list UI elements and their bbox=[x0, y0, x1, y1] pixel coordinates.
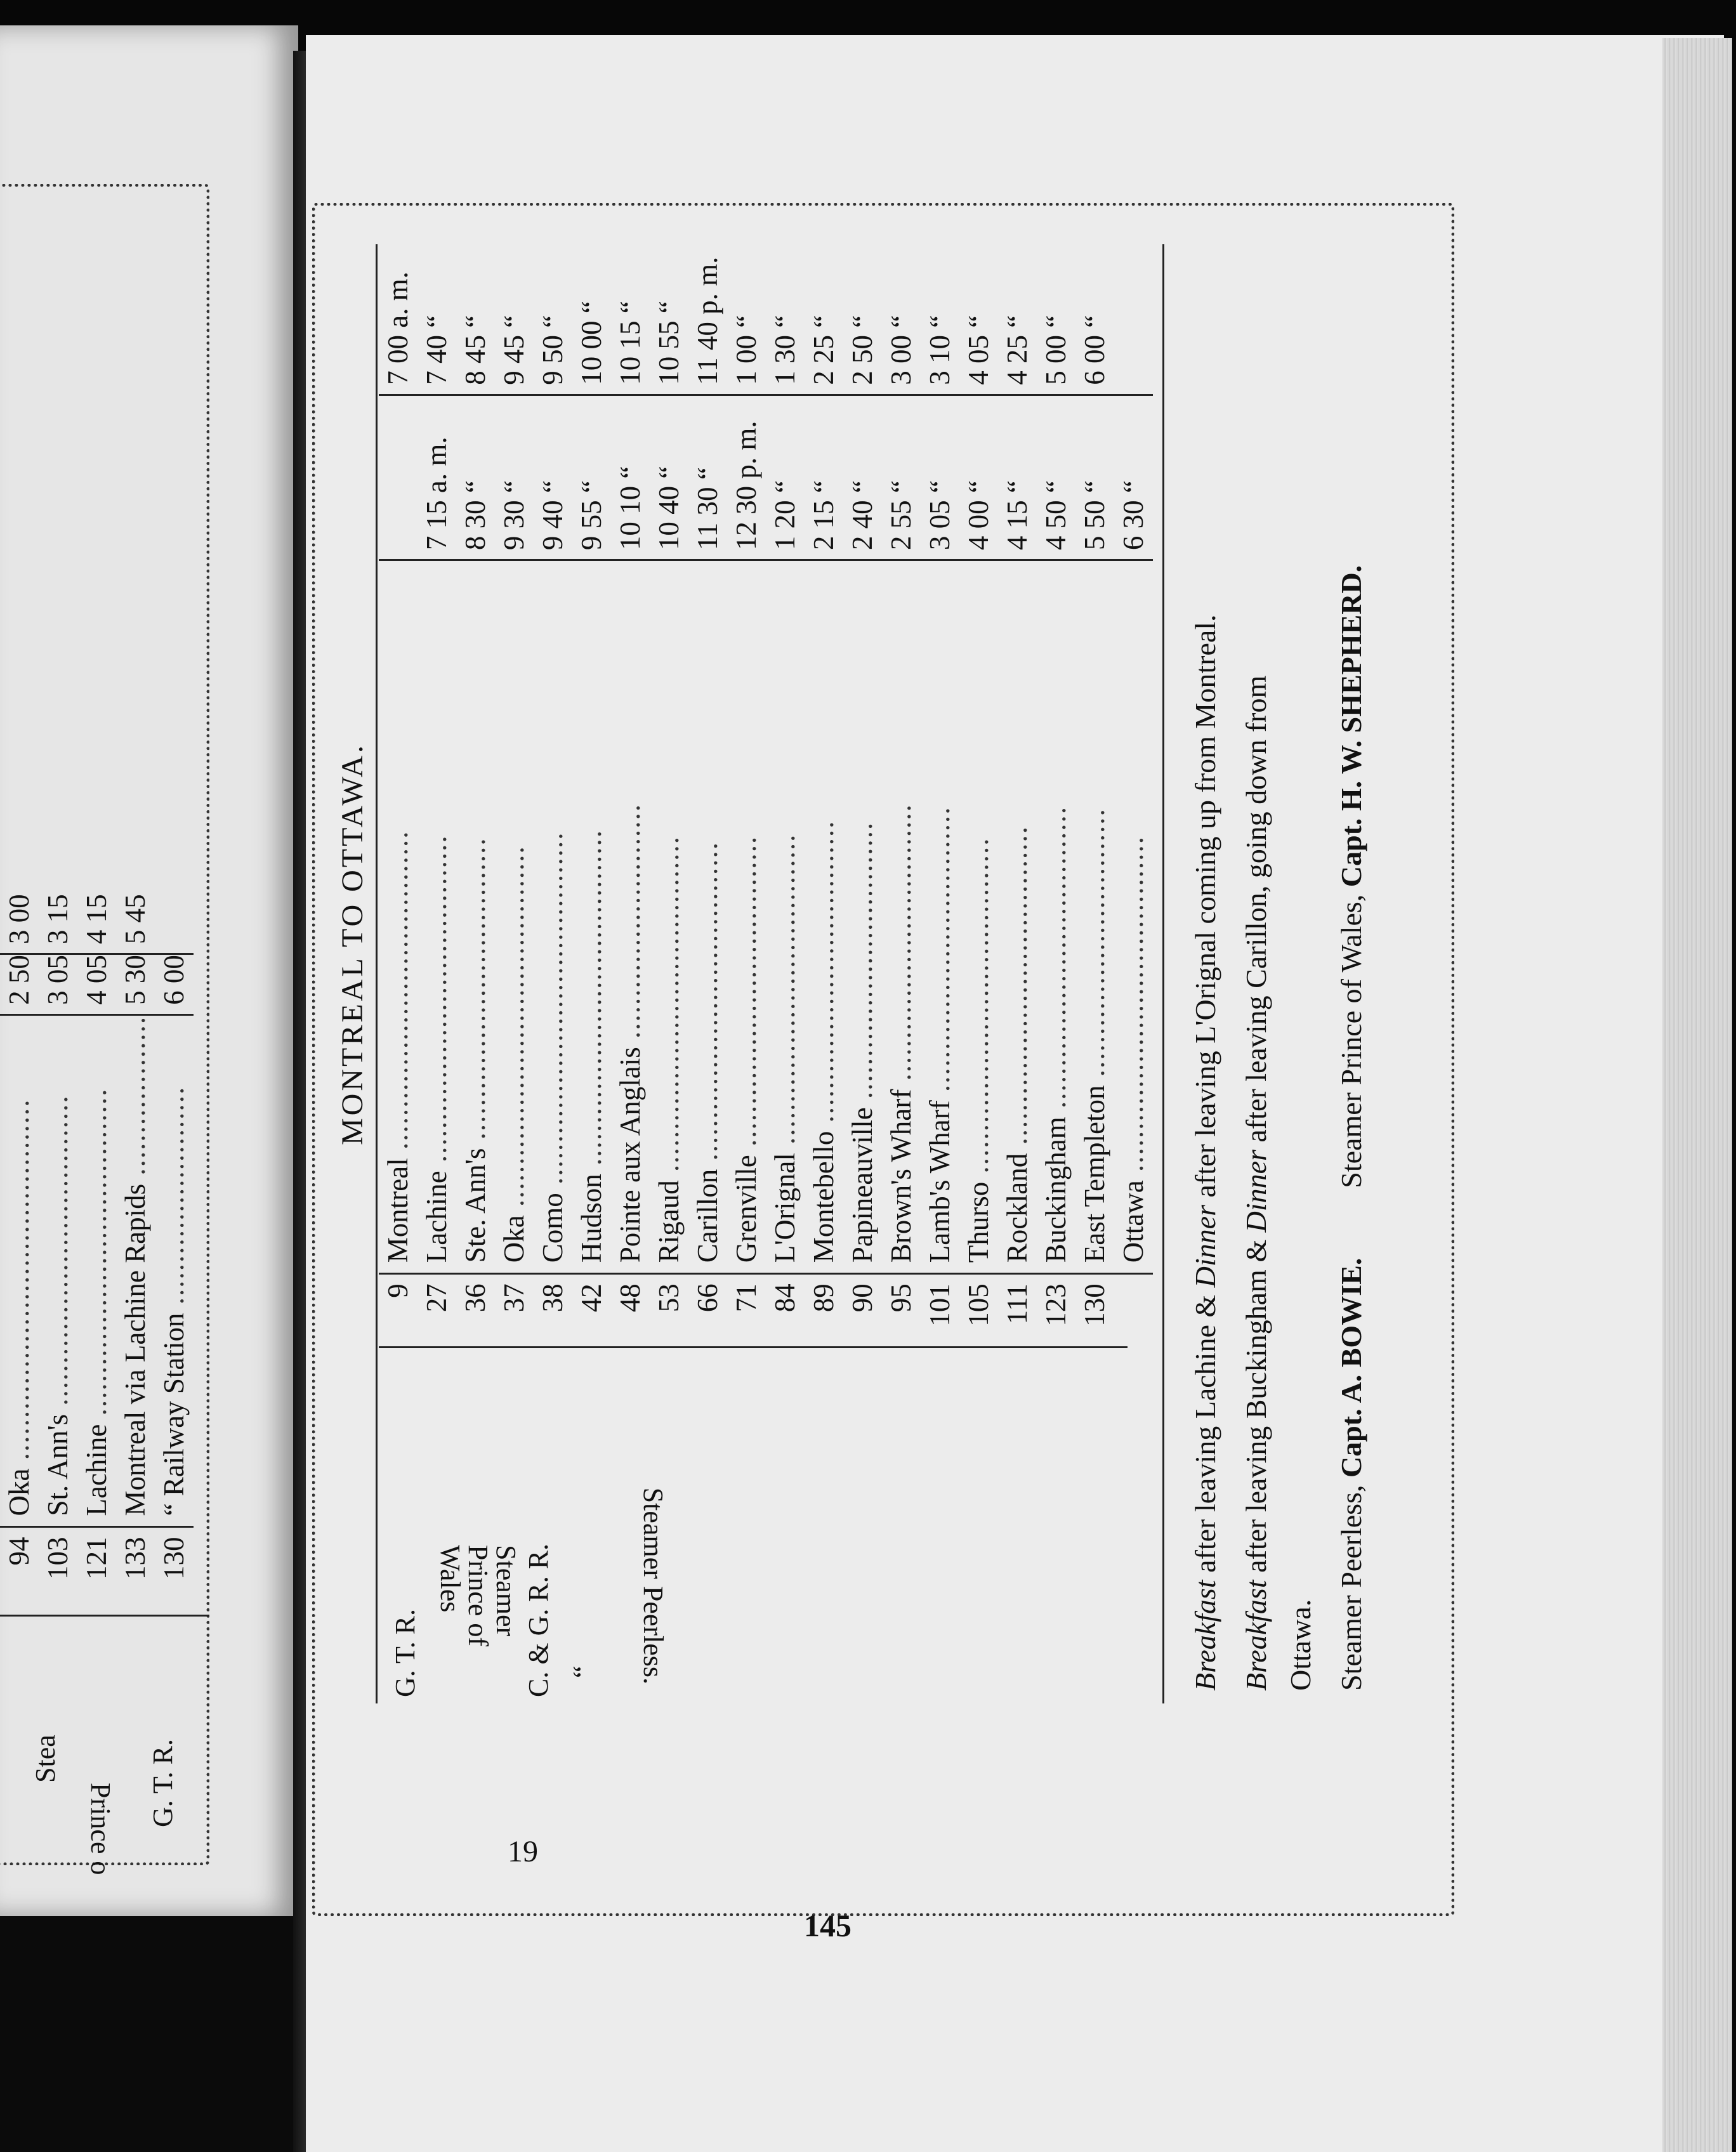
left-carrier-prince: Prince o bbox=[85, 1783, 116, 1875]
carrier-cgrr: C. & G. R. R. bbox=[523, 1543, 554, 1697]
route-time-1 bbox=[418, 395, 456, 560]
dot-leader: ...................................... bbox=[1001, 825, 1033, 1153]
route-time-2-text: 9 45 “ bbox=[498, 315, 530, 385]
route-time-1-text: 8 30 “ bbox=[459, 480, 491, 551]
route-time-2 bbox=[805, 225, 843, 395]
left-station-text: “ Railway Station bbox=[158, 1313, 190, 1516]
left-time-1-text: 3 05 bbox=[42, 955, 74, 1005]
route-station bbox=[534, 560, 572, 1274]
route-time-2-text: 10 00 “ bbox=[575, 301, 607, 385]
route-time-2 bbox=[921, 225, 959, 395]
dot-leader: ............................ bbox=[614, 803, 646, 1047]
route-row bbox=[418, 225, 456, 1339]
dot-leader: .......................... bbox=[158, 1086, 190, 1313]
dot-leader: .................................. bbox=[924, 806, 956, 1101]
route-mileage bbox=[882, 1274, 921, 1339]
route-row bbox=[1037, 225, 1075, 1339]
route-time-1 bbox=[805, 395, 843, 560]
route-time-2-text: 4 25 “ bbox=[1001, 315, 1033, 385]
route-mileage bbox=[921, 1274, 959, 1339]
note-captains bbox=[1337, 565, 1366, 1691]
route-row bbox=[611, 225, 650, 1339]
route-mileage-text: 53 bbox=[653, 1283, 685, 1313]
left-page-folio: 19 bbox=[508, 1835, 538, 1868]
dot-leader: ...................................... bbox=[692, 841, 723, 1169]
route-row bbox=[882, 225, 921, 1339]
left-row bbox=[0, 894, 39, 1580]
left-time-2-text: 4 15 bbox=[81, 894, 112, 945]
route-station-text: Pointe aux Anglais bbox=[614, 1047, 646, 1263]
route-time-2-text: 2 50 “ bbox=[846, 315, 878, 385]
route-station-text: Rigaud bbox=[653, 1180, 685, 1263]
route-station bbox=[495, 560, 534, 1274]
left-mileage-text: 121 bbox=[81, 1537, 112, 1580]
left-station bbox=[0, 1014, 39, 1527]
route-time-2-text: 7 40 “ bbox=[421, 315, 452, 385]
route-mileage-text: 90 bbox=[846, 1283, 878, 1313]
route-row bbox=[1075, 225, 1114, 1339]
carrier-ditto: “ bbox=[567, 1665, 598, 1678]
left-mileage-text: 103 bbox=[42, 1537, 74, 1580]
route-station bbox=[650, 560, 688, 1274]
route-row bbox=[688, 225, 727, 1339]
route-time-2 bbox=[379, 225, 418, 395]
route-time-1-text: 11 30 “ bbox=[692, 467, 723, 551]
route-mileage bbox=[1075, 1274, 1114, 1339]
left-time-1 bbox=[116, 954, 155, 1015]
route-station bbox=[727, 560, 766, 1274]
route-time-2-text: 6 00 “ bbox=[1079, 315, 1110, 385]
route-time-1 bbox=[572, 395, 611, 560]
route-mileage bbox=[843, 1274, 882, 1339]
route-row bbox=[650, 225, 688, 1339]
route-station-text: Hudson bbox=[575, 1174, 607, 1263]
left-carrier-steamer: Stea bbox=[30, 1735, 61, 1783]
route-station bbox=[611, 560, 650, 1274]
left-row bbox=[77, 894, 116, 1580]
route-station-text: Lamb's Wharf bbox=[924, 1100, 956, 1263]
route-time-1 bbox=[766, 395, 805, 560]
route-station bbox=[921, 560, 959, 1274]
route-row bbox=[998, 225, 1037, 1339]
route-time-2 bbox=[688, 225, 727, 395]
left-station bbox=[155, 1014, 194, 1527]
route-station-text: Montebello bbox=[808, 1131, 839, 1263]
route-mileage bbox=[1114, 1274, 1153, 1339]
route-station-text: Grenville bbox=[730, 1155, 762, 1263]
carrier-gtr: G. T. R. bbox=[390, 1609, 421, 1697]
route-row bbox=[843, 225, 882, 1339]
route-time-1 bbox=[1037, 395, 1075, 560]
route-mileage bbox=[534, 1274, 572, 1339]
route-station-text: Thurso bbox=[963, 1181, 994, 1263]
left-time-2 bbox=[155, 894, 194, 954]
left-mileage-text: 94 bbox=[3, 1537, 35, 1566]
route-time-1 bbox=[456, 395, 495, 560]
route-mileage-text: 42 bbox=[575, 1283, 607, 1313]
route-station bbox=[1075, 560, 1114, 1274]
dot-leader: ..................................... bbox=[769, 833, 801, 1153]
route-station-text: Ottawa bbox=[1117, 1180, 1149, 1263]
left-time-2 bbox=[39, 894, 77, 954]
route-time-1-text: 6 30 “ bbox=[1117, 480, 1149, 551]
route-time-1 bbox=[1075, 395, 1114, 560]
route-time-1-text: 1 20 “ bbox=[769, 480, 801, 551]
route-mileage bbox=[727, 1274, 766, 1339]
dot-leader: ........................................... bbox=[498, 845, 530, 1216]
route-mileage-text: 66 bbox=[692, 1283, 723, 1313]
route-mileage bbox=[805, 1274, 843, 1339]
note-breakfast-down bbox=[1242, 676, 1271, 1691]
left-time-2 bbox=[0, 894, 39, 954]
note2-dinner: Dinner bbox=[1240, 1150, 1272, 1233]
route-time-1 bbox=[379, 395, 418, 560]
dot-leader: ........................................ bbox=[963, 837, 994, 1182]
note2-text1: after leaving Buckingham & bbox=[1240, 1232, 1272, 1580]
route-mileage bbox=[418, 1274, 456, 1339]
route-time-2 bbox=[1037, 225, 1075, 395]
route-station-text: L'Orignal bbox=[769, 1153, 801, 1263]
route-station bbox=[379, 560, 418, 1274]
left-station-text: Lachine bbox=[81, 1424, 112, 1516]
route-station-text: Papineauville bbox=[846, 1107, 878, 1263]
left-station-text: St. Ann's bbox=[42, 1414, 74, 1516]
route-row bbox=[495, 225, 534, 1339]
route-station bbox=[882, 560, 921, 1274]
note-breakfast-up bbox=[1191, 614, 1220, 1691]
route-row bbox=[959, 225, 998, 1339]
route-mileage bbox=[611, 1274, 650, 1339]
route-row bbox=[727, 225, 766, 1339]
route-time-2-text: 1 00 “ bbox=[730, 315, 762, 385]
route-mileage-text: 123 bbox=[1040, 1283, 1072, 1327]
table-bottom-rule bbox=[1162, 244, 1164, 1703]
route-station-text: Carillon bbox=[692, 1169, 723, 1263]
route-time-2 bbox=[495, 225, 534, 395]
left-carrier-gtr: G. T. R. bbox=[147, 1739, 178, 1827]
note3-bowie: Capt. A. BOWIE. bbox=[1335, 1257, 1367, 1478]
left-time-1-text: 4 05 bbox=[81, 955, 112, 1005]
dot-leader: .................................... bbox=[459, 837, 491, 1148]
left-station bbox=[77, 1014, 116, 1527]
route-time-2-text: 2 25 “ bbox=[808, 315, 839, 385]
route-time-1-text: 9 55 “ bbox=[575, 480, 607, 551]
left-time-2 bbox=[116, 894, 155, 954]
route-time-1 bbox=[843, 395, 882, 560]
page-number: 145 bbox=[804, 1908, 852, 1943]
route-time-2 bbox=[534, 225, 572, 395]
route-time-1-text: 3 05 “ bbox=[924, 480, 956, 551]
route-station bbox=[572, 560, 611, 1274]
route-time-1 bbox=[534, 395, 572, 560]
route-mileage bbox=[1037, 1274, 1075, 1339]
left-row bbox=[116, 894, 155, 1580]
route-mileage-text: 38 bbox=[537, 1283, 569, 1313]
route-title: MONTREAL TO OTTAWA. bbox=[336, 742, 369, 1145]
route-station-text: Brown's Wharf bbox=[885, 1089, 917, 1263]
dot-leader: ........................................ bbox=[653, 835, 685, 1181]
route-time-1 bbox=[727, 395, 766, 560]
route-time-2-text: 10 55 “ bbox=[653, 301, 685, 385]
left-time-1-text: 6 00 bbox=[158, 955, 190, 1005]
route-time-2-text: 5 00 “ bbox=[1040, 315, 1072, 385]
route-mileage bbox=[998, 1274, 1037, 1339]
dot-leader: ..................................... bbox=[730, 835, 762, 1155]
route-mileage-text: 36 bbox=[459, 1283, 491, 1313]
route-station bbox=[998, 560, 1037, 1274]
left-time-1 bbox=[0, 954, 39, 1015]
route-time-1 bbox=[650, 395, 688, 560]
route-mileage-text: 130 bbox=[1079, 1283, 1110, 1327]
carrier-column bbox=[379, 1348, 1140, 1703]
route-row bbox=[805, 225, 843, 1339]
route-mileage-text: 95 bbox=[885, 1283, 917, 1313]
route-mileage bbox=[456, 1274, 495, 1339]
carrier-divider bbox=[379, 1346, 1128, 1348]
route-station-text: Oka bbox=[498, 1215, 530, 1263]
note1-breakfast: Breakfast bbox=[1189, 1580, 1221, 1691]
left-station bbox=[116, 1014, 155, 1527]
route-time-1 bbox=[1114, 395, 1153, 560]
dot-leader: ..................................... bbox=[42, 1094, 74, 1414]
route-time-2 bbox=[727, 225, 766, 395]
route-time-2 bbox=[572, 225, 611, 395]
left-time-1-text: 2 50 bbox=[3, 955, 35, 1005]
route-time-1 bbox=[688, 395, 727, 560]
left-station-text: Montreal via Lachine Rapids bbox=[119, 1183, 151, 1516]
route-time-2 bbox=[843, 225, 882, 395]
route-station bbox=[456, 560, 495, 1274]
route-time-2 bbox=[456, 225, 495, 395]
route-mileage-text: 27 bbox=[421, 1283, 452, 1313]
route-station-text: Lachine bbox=[421, 1171, 452, 1263]
left-mileage bbox=[39, 1527, 77, 1580]
dot-leader: ........................................ bbox=[575, 829, 607, 1174]
route-row bbox=[1114, 225, 1153, 1339]
route-mileage bbox=[766, 1274, 805, 1339]
route-row bbox=[921, 225, 959, 1339]
route-time-1-text: 4 15 “ bbox=[1001, 480, 1033, 551]
dot-leader: ................... bbox=[119, 1015, 151, 1184]
dot-leader: .................................... bbox=[808, 820, 839, 1131]
left-time-1 bbox=[77, 954, 116, 1015]
carrier-prince-of-wales: Steamer Prince of Wales bbox=[435, 1545, 522, 1647]
route-mileage-text: 84 bbox=[769, 1283, 801, 1313]
route-time-2 bbox=[418, 225, 456, 395]
route-time-1-text: 10 10 “ bbox=[614, 466, 646, 551]
left-mileage-text: 133 bbox=[119, 1537, 151, 1580]
left-mileage bbox=[155, 1527, 194, 1580]
left-mileage bbox=[77, 1527, 116, 1580]
route-mileage bbox=[379, 1274, 418, 1339]
route-time-2 bbox=[766, 225, 805, 395]
left-timetable bbox=[0, 894, 194, 1580]
route-time-2 bbox=[1075, 225, 1114, 395]
route-time-2 bbox=[998, 225, 1037, 395]
page-edges bbox=[1662, 38, 1732, 2152]
route-time-1 bbox=[495, 395, 534, 560]
route-mileage-text: 37 bbox=[498, 1283, 530, 1313]
dot-leader: ....................................... bbox=[421, 834, 452, 1171]
note3-peerless: Steamer Peerless, bbox=[1335, 1478, 1367, 1691]
route-time-2-text: 4 05 “ bbox=[963, 315, 994, 385]
route-time-1-text: 7 15 a. m. bbox=[421, 436, 452, 551]
route-station bbox=[1114, 560, 1153, 1274]
left-station-text: Oka bbox=[3, 1468, 35, 1516]
route-time-2-text: 3 00 “ bbox=[885, 315, 917, 385]
route-row bbox=[379, 225, 418, 1339]
header-rule bbox=[376, 244, 378, 1703]
route-time-2 bbox=[882, 225, 921, 395]
route-time-2-text: 9 50 “ bbox=[537, 315, 569, 385]
route-row bbox=[572, 225, 611, 1339]
route-station bbox=[418, 560, 456, 1274]
route-station bbox=[959, 560, 998, 1274]
route-time-1-text: 4 50 “ bbox=[1040, 480, 1072, 551]
route-mileage-text: 48 bbox=[614, 1283, 646, 1313]
route-row bbox=[456, 225, 495, 1339]
route-time-1-text: 2 40 “ bbox=[846, 480, 878, 551]
route-station-text: East Templeton bbox=[1079, 1085, 1110, 1263]
note1-dinner: Dinner bbox=[1189, 1205, 1221, 1288]
route-time-2-text: 10 15 “ bbox=[614, 301, 646, 385]
note3-prince: Steamer Prince of Wales, bbox=[1335, 887, 1367, 1188]
route-time-1 bbox=[959, 395, 998, 560]
left-time-2-text: 5 45 bbox=[119, 894, 151, 945]
dot-leader: ................................ bbox=[1079, 808, 1110, 1086]
route-station-text: Rockland bbox=[1001, 1153, 1033, 1263]
route-row bbox=[534, 225, 572, 1339]
route-mileage bbox=[572, 1274, 611, 1339]
route-time-2-text: 11 40 p. m. bbox=[692, 256, 723, 385]
dot-leader: .................................... bbox=[1040, 806, 1072, 1117]
note2-text2: after leaving Carillon, going down from bbox=[1240, 675, 1272, 1150]
route-time-1-text: 2 15 “ bbox=[808, 480, 839, 551]
route-time-1-text: 9 40 “ bbox=[537, 480, 569, 551]
left-time-1 bbox=[39, 954, 77, 1015]
left-time-2 bbox=[77, 894, 116, 954]
dot-leader: .......................................... bbox=[537, 831, 569, 1193]
route-time-2 bbox=[650, 225, 688, 395]
route-station-text: Como bbox=[537, 1193, 569, 1263]
route-row bbox=[766, 225, 805, 1339]
route-time-2-text: 7 00 a. m. bbox=[382, 271, 414, 385]
left-row bbox=[155, 894, 194, 1580]
left-station bbox=[39, 1014, 77, 1527]
dot-leader: ........................................... bbox=[3, 1098, 35, 1469]
route-station-text: Buckingham bbox=[1040, 1117, 1072, 1263]
left-facing-page bbox=[0, 25, 298, 1916]
dot-leader: ................................. bbox=[885, 803, 917, 1089]
route-time-1 bbox=[611, 395, 650, 560]
route-time-1-text: 12 30 p. m. bbox=[730, 421, 762, 551]
dot-leader: ....................................... bbox=[81, 1087, 112, 1424]
route-mileage-text: 105 bbox=[963, 1283, 994, 1327]
dot-leader: ................................. bbox=[846, 821, 878, 1108]
route-time-2 bbox=[959, 225, 998, 395]
route-time-2 bbox=[1114, 225, 1153, 395]
route-station bbox=[1037, 560, 1075, 1274]
route-mileage-text: 101 bbox=[924, 1283, 956, 1327]
note-ottawa: Ottawa. bbox=[1284, 1599, 1317, 1691]
note2-breakfast: Breakfast bbox=[1240, 1580, 1272, 1691]
route-time-1-text: 9 30 “ bbox=[498, 480, 530, 551]
left-time-1-text: 5 30 bbox=[119, 955, 151, 1005]
route-mileage-text: 89 bbox=[808, 1283, 839, 1313]
route-mileage bbox=[959, 1274, 998, 1339]
route-station bbox=[843, 560, 882, 1274]
left-rule bbox=[0, 1615, 209, 1617]
note1-text2: after leaving L'Orignal coming up from Montreal. bbox=[1189, 614, 1221, 1205]
route-time-2-text: 8 45 “ bbox=[459, 315, 491, 385]
left-time-2-text: 3 15 bbox=[42, 894, 74, 945]
route-mileage bbox=[495, 1274, 534, 1339]
route-time-2 bbox=[611, 225, 650, 395]
route-time-1-text: 4 00 “ bbox=[963, 480, 994, 551]
carrier-peerless: Steamer Peerless. bbox=[638, 1487, 669, 1684]
route-station bbox=[766, 560, 805, 1274]
route-time-1-text: 5 50 “ bbox=[1079, 480, 1110, 551]
left-time-1 bbox=[155, 954, 194, 1015]
dot-leader: ........................................ bbox=[1117, 836, 1149, 1181]
route-time-1-text: 10 40 “ bbox=[653, 466, 685, 551]
route-time-1 bbox=[998, 395, 1037, 560]
route-time-2-text: 1 30 “ bbox=[769, 315, 801, 385]
note3-shepherd: Capt. H. W. SHEPHERD. bbox=[1335, 565, 1367, 888]
route-station bbox=[688, 560, 727, 1274]
note1-text1: after leaving Lachine & bbox=[1189, 1287, 1221, 1580]
left-mileage bbox=[0, 1527, 39, 1580]
route-station-text: Montreal bbox=[382, 1158, 414, 1263]
route-mileage-text: 71 bbox=[730, 1283, 762, 1313]
route-mileage-text: 9 bbox=[382, 1283, 414, 1298]
route-time-1 bbox=[882, 395, 921, 560]
left-time-2-text: 3 00 bbox=[3, 894, 35, 945]
route-station-text: Ste. Ann's bbox=[459, 1148, 491, 1263]
route-station bbox=[805, 560, 843, 1274]
left-mileage-text: 130 bbox=[158, 1537, 190, 1580]
route-mileage bbox=[688, 1274, 727, 1339]
route-time-1 bbox=[921, 395, 959, 560]
dot-leader: ...................................... bbox=[382, 830, 414, 1158]
route-mileage-text: 111 bbox=[1001, 1283, 1033, 1325]
left-mileage bbox=[116, 1527, 155, 1580]
route-time-2-text: 3 10 “ bbox=[924, 315, 956, 385]
route-mileage bbox=[650, 1274, 688, 1339]
route-time-1-text: 2 55 “ bbox=[885, 480, 917, 551]
left-row bbox=[39, 894, 77, 1580]
route-block bbox=[325, 225, 1404, 1703]
